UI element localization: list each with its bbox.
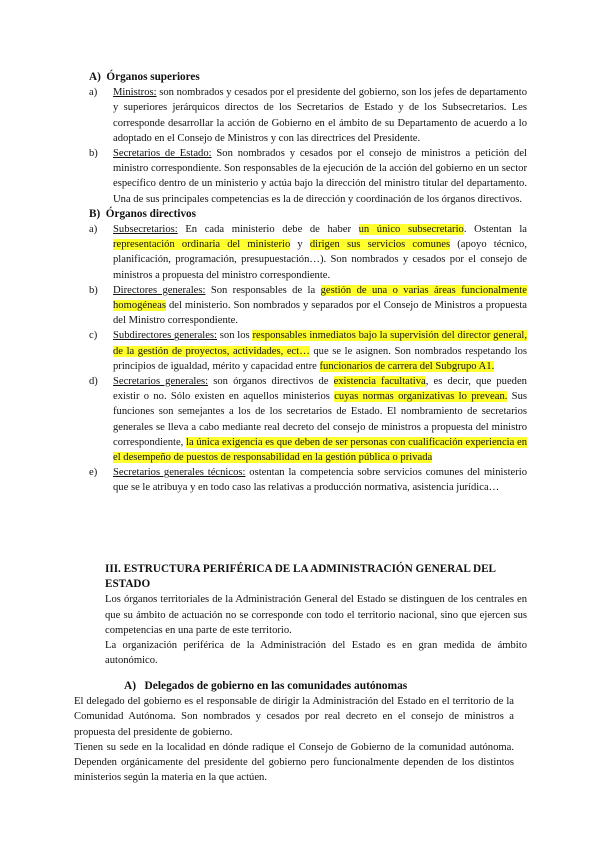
item-text: ostentan la competencia sobre servicios comunes del ministerio que se le atribuya y en todo caso las relativas a producción normativa, asistencia jurídica… <box>113 467 527 494</box>
subsection-a-title: A) Delegados de gobierno en las comunidades autónomas <box>124 680 408 692</box>
paragraph: Tienen su sede en la localidad en dónde radique el Consejo de Gobierno de la comunidad autónoma. Dependen orgánicamente del presidente del gobierno pero funcionalmente dependen de los distintos ministerios según la materia en la que actúen. <box>74 741 514 784</box>
item-text: En cada ministerio debe de haber <box>177 224 359 236</box>
section-a-title: A) Órganos superiores <box>89 71 200 83</box>
item-letter: b) <box>89 284 98 296</box>
item-subsecretarios <box>89 222 527 283</box>
item-letter: e) <box>89 467 98 479</box>
item-letter: b) <box>89 148 98 160</box>
item-term: Subsecretarios: <box>113 224 178 236</box>
item-text: del ministerio. Son nombrados y separados por el Consejo de Ministros a propuesta del Ministro correspondiente. <box>113 300 527 327</box>
item-ministros <box>89 85 527 146</box>
item-text: que se le asignen. Son nombrados respetando los principios de igualdad, mérito y capacidad entre <box>113 345 528 372</box>
item-text: , es decir, que pueden existir o no. Sólo existen en aquellos ministerios <box>113 376 527 403</box>
item-text: Sus funciones son semejantes a los de los secretarios de Estado. El nombramiento de secretarios generales se lleva a cabo mediante real decreto del consejo de ministros a propuesta del ministro correspondiente, <box>113 391 527 448</box>
item-text: son órganos directivos de <box>208 376 334 388</box>
item-subdirectores-generales <box>89 328 527 374</box>
delegados-block <box>74 679 514 785</box>
highlighted-text: funcionarios de carrera del Subgrupo A1. <box>319 360 495 372</box>
paragraph: La organización periférica de la Administración del Estado es en gran medida de ámbito autonómico. <box>105 640 527 667</box>
highlighted-text: la única exigencia es que deben de ser personas con cualificación experiencia en el desempeño de puestos de responsabilidad en la gestión pública o privada <box>113 436 528 464</box>
item-term: Subdirectores generales: <box>113 330 217 342</box>
item-text: y <box>290 239 310 251</box>
item-term: Secretarios generales: <box>113 376 209 388</box>
item-term: Secretarios de Estado: <box>113 148 212 160</box>
highlighted-text: cuyas normas organizativas lo prevean. <box>334 391 508 403</box>
item-text: Son nombrados y cesados por el consejo de ministros a petición del ministro correspondiente. Son responsables de la ejecución de la acción del gobierno en un sector específico dentro de un ministerio y actúa bajo la dirección del ministro titular del departamento. Una de sus principales competencias es la de dirección y coordinación de los órganos directivos. <box>113 148 527 205</box>
item-directores-generales <box>89 283 527 329</box>
highlighted-text: existencia facultativa <box>333 376 426 388</box>
highlighted-text: representación ordinaria del ministerio <box>113 239 291 251</box>
paragraph: El delegado del gobierno es el responsable de dirigir la Administración del Estado en el territorio de la Comunidad Autónoma. Son nombrados y cesados por real decreto en el consejo de ministros a propuesta del presidente de gobierno. <box>74 696 514 738</box>
item-text: . Ostentan la <box>463 224 527 236</box>
section-b-title: B) Órganos directivos <box>89 207 197 220</box>
item-secretarios-estado <box>89 146 527 207</box>
highlighted-text: responsables inmediatos bajo la supervisión del director general, de la gestión de proyectos, actividades, ect… <box>113 330 528 357</box>
item-letter: c) <box>89 330 98 342</box>
section-iii-title: III. ESTRUCTURA PERIFÉRICA DE LA ADMINISTRACIÓN GENERAL DEL ESTADO <box>105 563 496 591</box>
item-secretarios-generales <box>89 374 527 465</box>
item-text: Son responsables de la <box>205 284 321 296</box>
item-term: Directores generales: <box>113 284 206 296</box>
highlighted-text: gestión de una o varias áreas funcionalmente homogéneas <box>113 284 527 312</box>
paragraph: Los órganos territoriales de la Administración General del Estado se distinguen de los centrales en que su ámbito de actuación no se corresponde con todo el territorio nacional, sino que ejercen sus competencias en una parte de este territorio. <box>105 594 527 636</box>
item-text: son nombrados y cesados por el presidente del gobierno, son los jefes de departamento y superiores jerárquicos directos de los Secretarios de Estado y de los Subsecretarios. Les corresponde desarrollar la acción de Gobierno en el ámbito de su Departamento de acuerdo a lo adoptado en el Consejo de Ministros y con las directrices del Presidente. <box>113 87 527 144</box>
item-letter: a) <box>89 87 98 99</box>
item-term: Secretarios generales técnicos: <box>113 467 246 479</box>
item-text: (apoyo técnico, planificación, programación, presupuestación…). Son nombrados y cesados por el consejo de ministros a propuesta del ministro correspondiente. <box>113 239 527 281</box>
estructura-periferica-block <box>105 562 527 668</box>
item-letter: a) <box>89 224 98 236</box>
organos-block <box>89 70 527 496</box>
item-term: Ministros: <box>113 87 157 99</box>
item-secretarios-generales-tecnicos <box>89 465 527 495</box>
highlighted-text: un único subsecretario <box>358 224 464 236</box>
item-text: son los <box>216 330 253 342</box>
item-letter: d) <box>89 376 98 388</box>
highlighted-text: dirigen sus servicios comunes <box>309 239 451 251</box>
